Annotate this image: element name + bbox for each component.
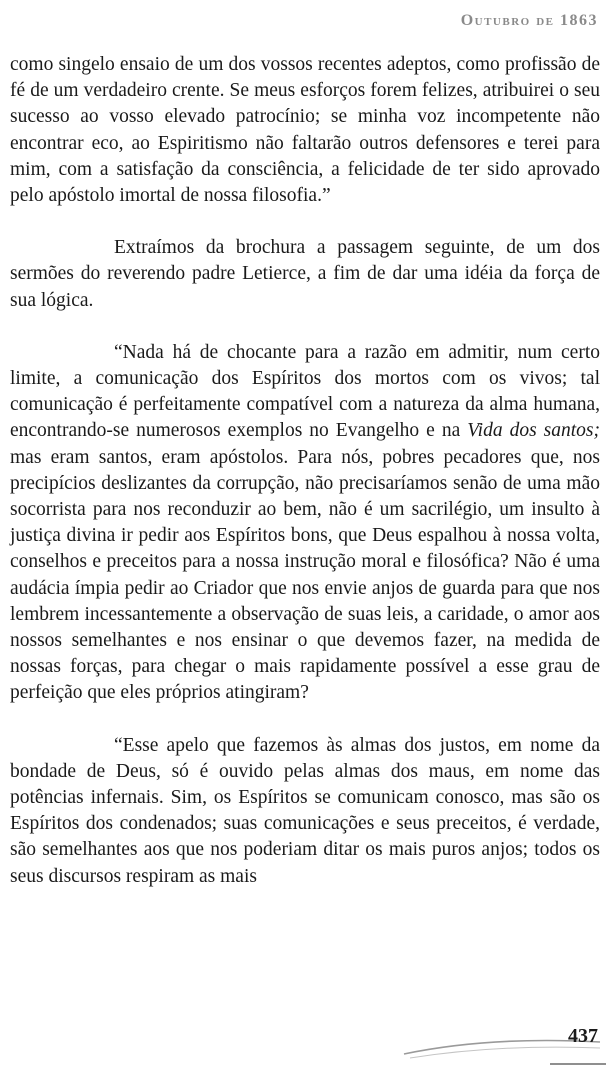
running-header: Outubro de 1863 [460, 12, 598, 29]
paragraph-1: como singelo ensaio de um dos vossos recentes adeptos, como profissão de fé de um verdadeiro crente. Se meus esforços forem felizes, atribuirei o seu sucesso ao vosso elevado patrocínio; se minha voz incompetente não encontrar eco, ao Espiritismo não faltarão outros defensores e terei para mim, com a satisfação da consciência, a felicidade de ter sido aprovado pelo apóstolo imortal de nossa filosofia.” [10, 54, 600, 207]
book-title-italic: Vida dos santos; [467, 420, 601, 442]
body-text [10, 52, 600, 916]
paragraph-2: Extraímos da brochura a passagem seguinte, de um dos sermões do reverendo padre Letierce, a fim de dar uma idéia da força de sua lógica. [10, 237, 600, 311]
paragraph-3-text-end: mas eram santos, eram apóstolos. Para nós, pobres pecadores que, nos precipícios deslizantes da corrupção, não precisaríamos senão de uma mão socorrista para nos reconduzir ao bem, não é um sacrilégio, um insulto à justiça divina ir pedir aos Espíritos bons, que Deus espalhou à nossa volta, conselhos e preceitos para a nossa instrução moral e filosófica? Não é uma audácia ímpia pedir ao Criador que nos envie anjos de guarda para que nos lembrem incessantemente a observação de suas leis, a caridade, o amor aos nossos semelhantes e nos ensinar o que devemos fazer, na medida de nossas forças, para chegar o mais rapidamente possível a esse grau de perfeição que eles próprios atingiram? [10, 446, 600, 704]
page-number: 437 [568, 1025, 598, 1047]
paragraph-4: “Esse apelo que fazemos às almas dos justos, em nome da bondade de Deus, só é ouvido pelas almas dos maus, em nome das potências infernais. Sim, os Espíritos se comunicam conosco, mas são os Espíritos dos condenados; suas comunicações e seus preceitos, é verdade, são semelhantes aos que nos poderiam ditar os mais puros anjos; todos os seus discursos respiram as mais [10, 734, 600, 887]
paragraph-3-text-start: “Nada há de chocante para a razão em admitir, num certo limite, a comunicação dos Espíritos dos mortos com os vivos; tal comunicação é perfeitamente compatível com a natureza da alma humana, encontrando-se numerosos exemplos no Evangelho e na [10, 341, 600, 442]
paragraph-3 [10, 340, 600, 707]
